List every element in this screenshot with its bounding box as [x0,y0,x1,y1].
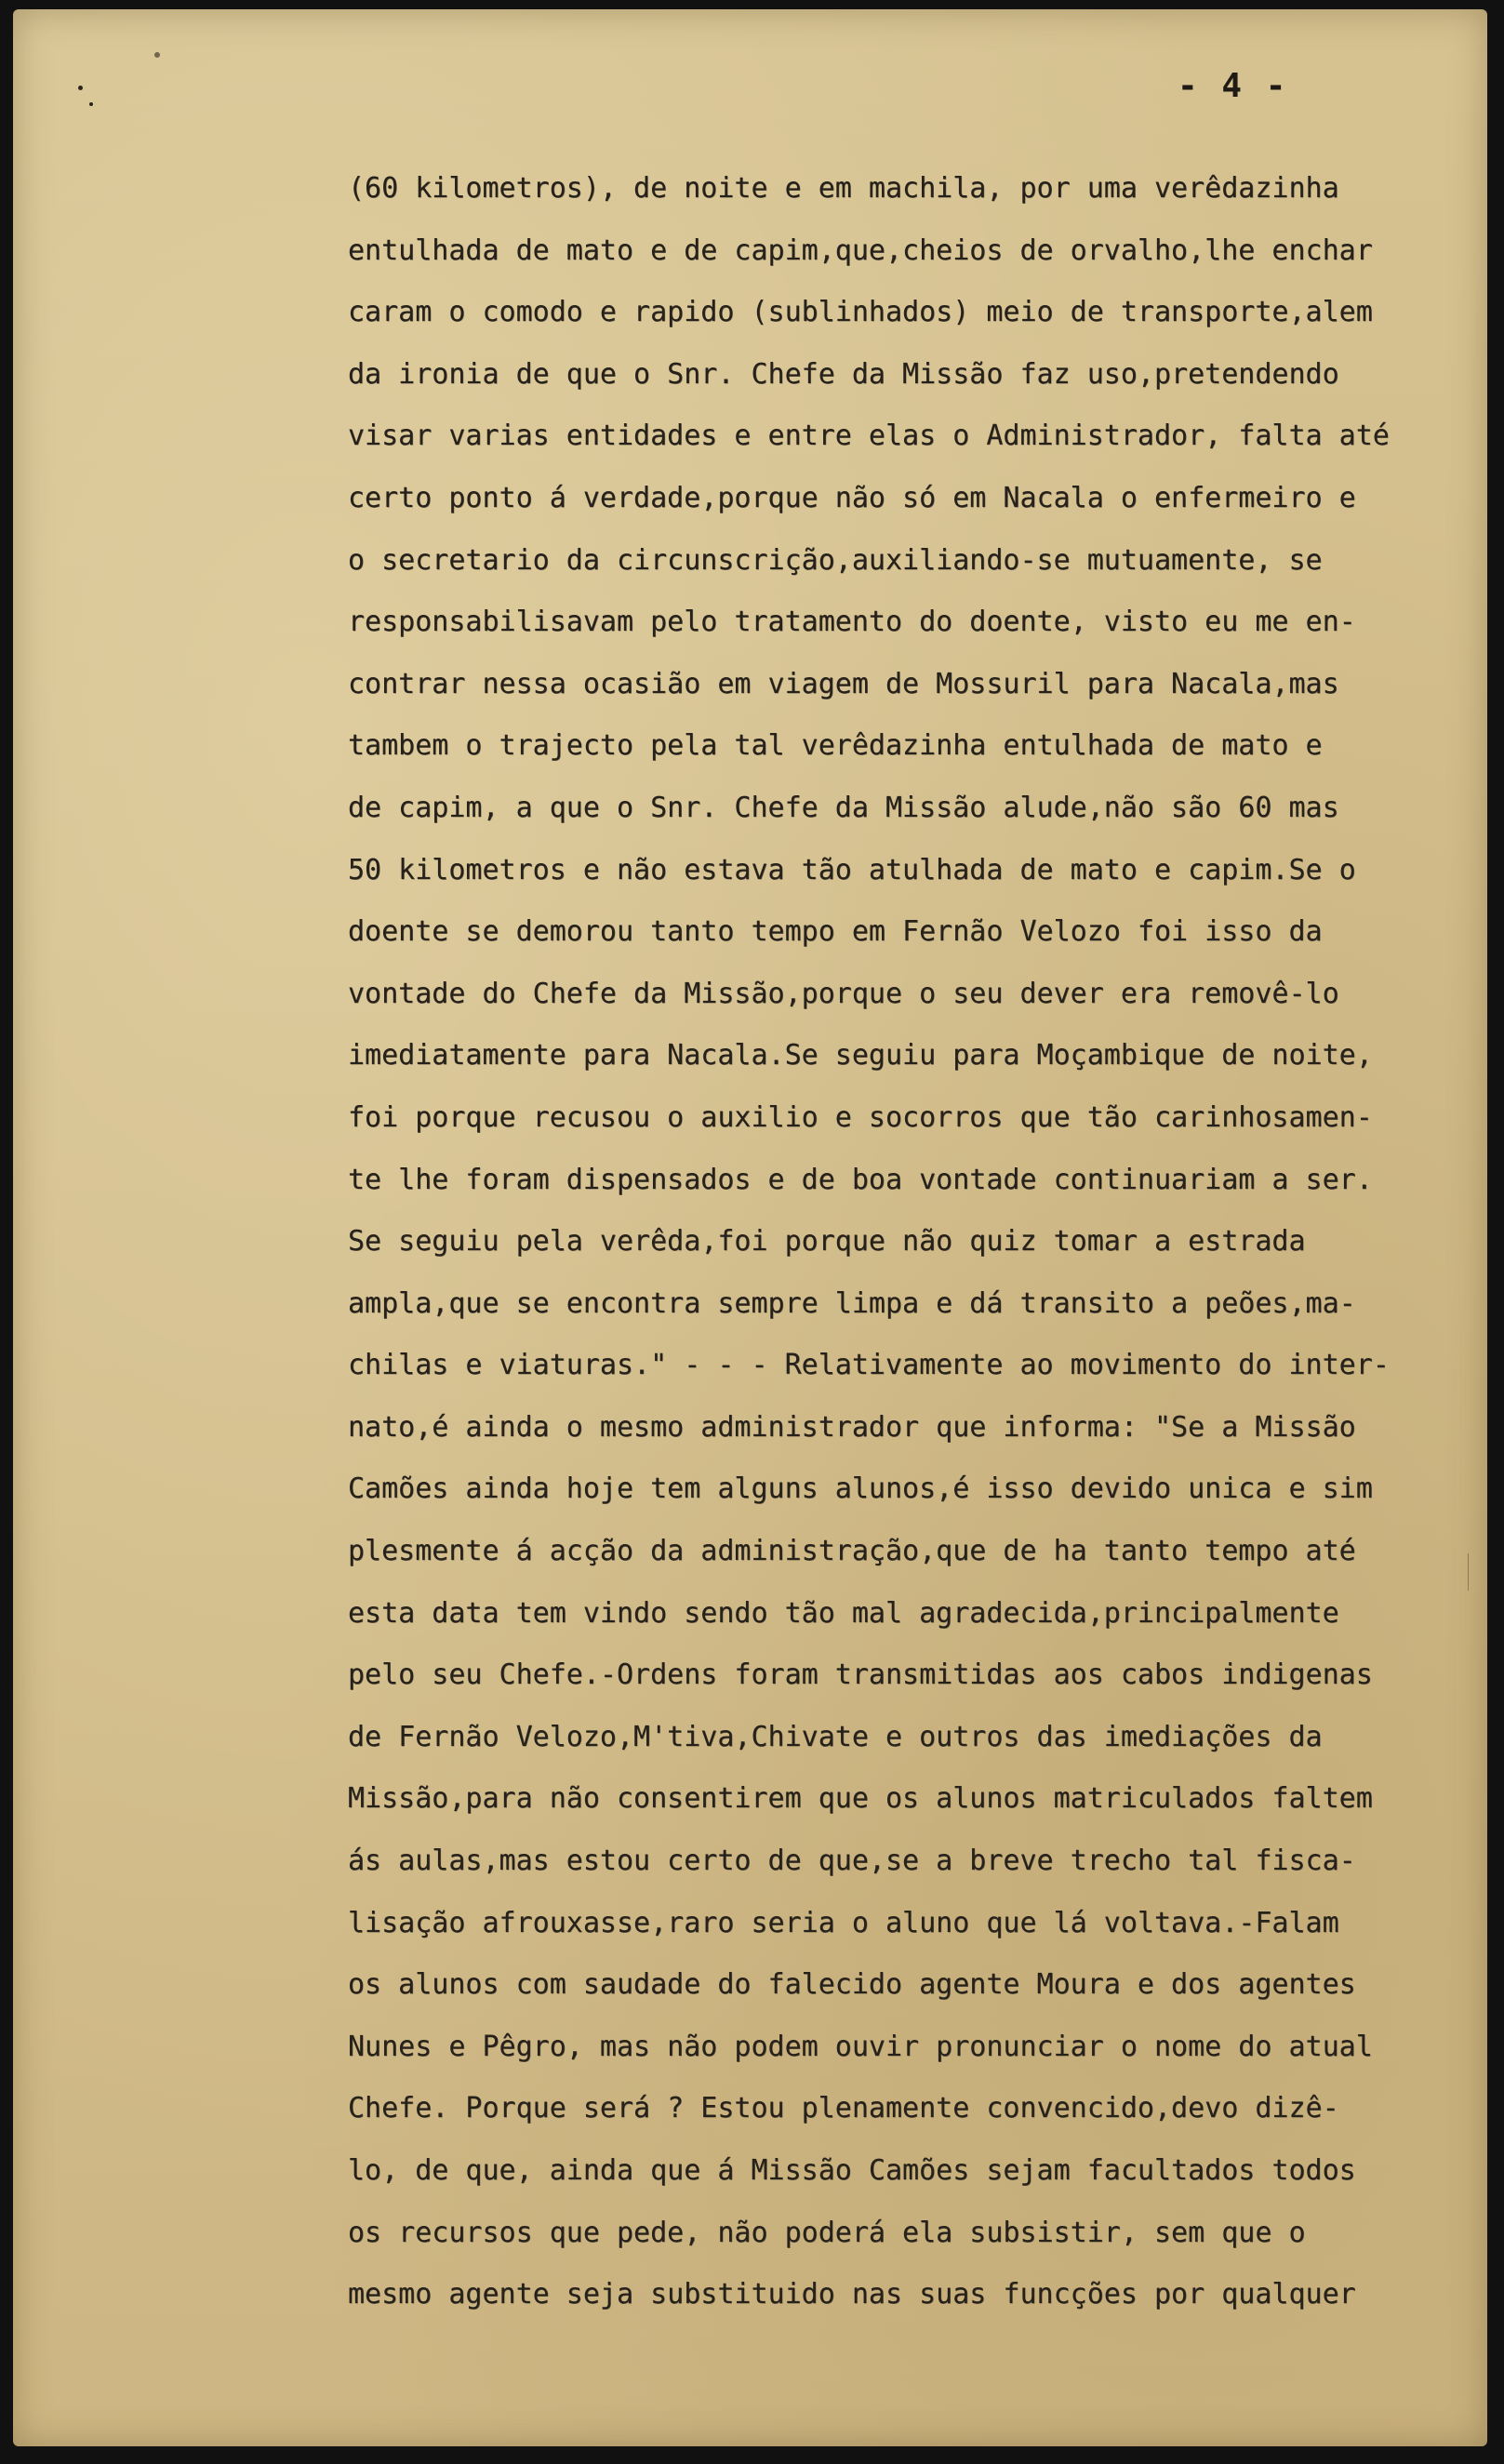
text-line: vontade do Chefe da Missão,porque o seu dever era removê-lo [348,977,1339,1010]
text-line: de Fernão Velozo,M'tiva,Chivate e outros das imediações da [348,1720,1323,1753]
text-line: te lhe foram dispensados e de boa vontade continuariam a ser. [348,1163,1373,1196]
text-line: lisação afrouxasse,raro seria o aluno que lá voltava.-Falam [348,1906,1339,1939]
text-line: entulhada de mato e de capim,que,cheios de orvalho,lhe enchar [348,233,1373,267]
text-line: Se seguiu pela verêda,foi porque não quiz tomar a estrada [348,1225,1306,1259]
text-line: doente se demorou tanto tempo em Fernão Velozo foi isso da [348,915,1323,949]
text-line: visar varias entidades e entre elas o Administrador, falta até [348,420,1390,453]
text-line: contrar nessa ocasião em viagem de Mossuril para Nacala,mas [348,667,1339,700]
text-line: lo, de que, ainda que á Missão Camões sejam facultados todos [348,2154,1356,2187]
text-line: os recursos que pede, não poderá ela subsistir, sem que o [348,2216,1306,2249]
ink-speck [78,86,83,90]
text-line: os alunos com saudade do falecido agente Moura e dos agentes [348,1968,1356,2002]
text-line: Chefe. Porque será ? Estou plenamente convencido,devo dizê- [348,2092,1339,2125]
page-number: - 4 - [1178,67,1288,105]
text-line: esta data tem vindo sendo tão mal agradecida,principalmente [348,1596,1339,1630]
text-line: ampla,que se encontra sempre limpa e dá transito a peões,ma- [348,1286,1356,1320]
body-text [348,158,1492,2326]
ink-speck [154,52,160,58]
text-line: da ironia de que o Snr. Chefe da Missão faz uso,pretendendo [348,357,1339,391]
text-line: nato,é ainda o mesmo administrador que informa: "Se a Missão [348,1410,1356,1444]
text-line: responsabilisavam pelo tratamento do doente, visto eu me en- [348,606,1356,639]
text-line: certo ponto á verdade,porque não só em Nacala o enfermeiro e [348,481,1356,514]
text-line: tambem o trajecto pela tal verêdazinha entulhada de mato e [348,729,1323,763]
text-line: plesmente á acção da administração,que de ha tanto tempo até [348,1535,1356,1568]
text-line: foi porque recusou o auxilio e socorros que tão carinhosamen- [348,1100,1373,1134]
text-line: de capim, a que o Snr. Chefe da Missão alude,não são 60 mas [348,791,1339,824]
text-line: (60 kilometros), de noite e em machila, por uma verêdazinha [348,172,1339,205]
text-line: ás aulas,mas estou certo de que,se a breve trecho tal fisca- [348,1845,1356,1878]
text-line: Camões ainda hoje tem alguns alunos,é isso devido unica e sim [348,1472,1373,1506]
ink-speck [89,102,93,106]
text-line: chilas e viaturas." - - - Relativamente ao movimento do inter- [348,1349,1390,1382]
text-line: caram o comodo e rapido (sublinhados) meio de transporte,alem [348,296,1373,329]
document-page [13,9,1487,2446]
text-line: Nunes e Pêgro, mas não podem ouvir pronunciar o nome do atual [348,2030,1373,2063]
text-line: o secretario da circunscrição,auxiliando-se mutuamente, se [348,543,1323,577]
text-line: imediatamente para Nacala.Se seguiu para Moçambique de noite, [348,1039,1373,1072]
text-line: pelo seu Chefe.-Ordens foram transmitidas aos cabos indigenas [348,1658,1373,1692]
text-line: mesmo agente seja substituido nas suas funcções por qualquer [348,2278,1356,2311]
text-line: 50 kilometros e não estava tão atulhada de mato e capim.Se o [348,853,1356,886]
text-line: Missão,para não consentirem que os alunos matriculados faltem [348,1782,1373,1816]
